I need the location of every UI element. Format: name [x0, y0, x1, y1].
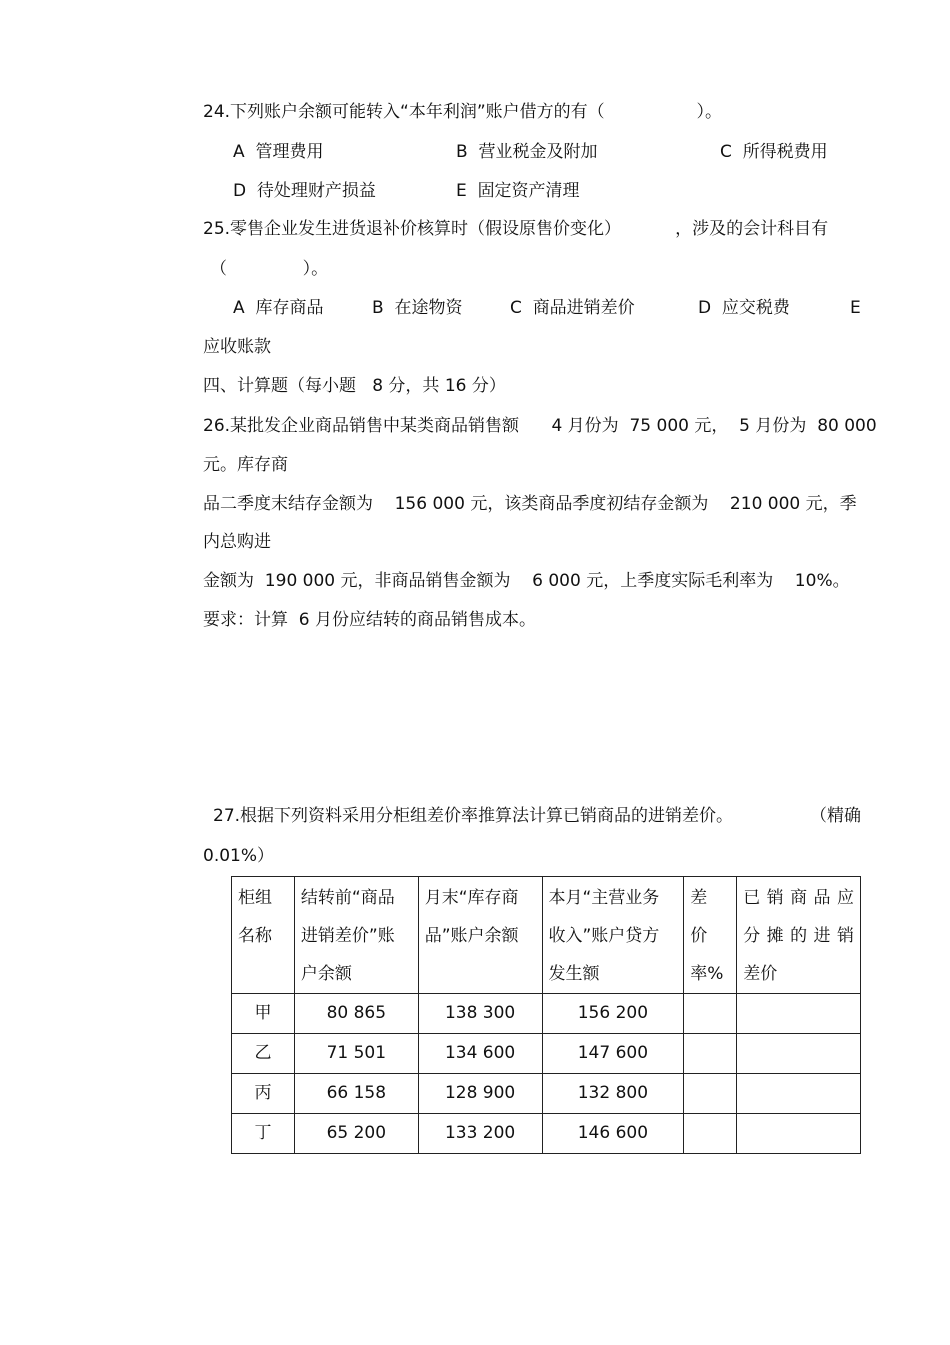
- cell-revenue: 146 600: [542, 1114, 684, 1154]
- q25-stem-line2: （ ）。: [210, 259, 329, 279]
- cell-inventory: 128 900: [418, 1074, 542, 1114]
- q26-line-5: 金额为 190 000 元，非商品销售金额为 6 000 元，上季度实际毛利率为 10%。: [203, 571, 850, 591]
- q25-option-a: A 库存商品: [233, 298, 324, 318]
- cell-name: 丁: [232, 1114, 295, 1154]
- table-header-row: [232, 877, 861, 994]
- cell-name: 甲: [232, 994, 295, 1034]
- q26-line-6: 要求：计算 6 月份应结转的商品销售成本。: [203, 610, 537, 630]
- q24-stem: 24.下列账户余额可能转入“本年利润”账户借方的有（ ）。: [203, 102, 723, 122]
- q26-line-1: 26.某批发企业商品销售中某类商品销售额 4 月份为 75 000 元， 5 月份为 80 000: [203, 416, 877, 436]
- q25-option-e-text: 应收账款: [203, 337, 271, 357]
- cell-balance: 66 158: [294, 1074, 418, 1114]
- header-cell-revenue: 本月“主营业务 收入”账户贷方 发生额: [542, 877, 684, 994]
- section-heading: 四、计算题（每小题 8 分，共 16 分）: [203, 376, 506, 396]
- q27-stem-right: （精确: [810, 806, 861, 826]
- cell-revenue: 147 600: [542, 1034, 684, 1074]
- q24-option-a: A 管理费用: [233, 142, 324, 162]
- table-row: [232, 1114, 861, 1154]
- cell-balance: 80 865: [294, 994, 418, 1034]
- cell-inventory: 138 300: [418, 994, 542, 1034]
- cell-allocated: [737, 1114, 861, 1154]
- cell-rate: [684, 1074, 737, 1114]
- q25-option-e-key: E: [850, 298, 861, 318]
- cell-allocated: [737, 1074, 861, 1114]
- data-table: [231, 876, 861, 1154]
- header-cell-group: 柜组 名称: [232, 877, 295, 994]
- header-cell-balance: 结转前“商品 进销差价”账 户余额: [294, 877, 418, 994]
- cell-balance: 71 501: [294, 1034, 418, 1074]
- cell-balance: 65 200: [294, 1114, 418, 1154]
- cell-rate: [684, 1114, 737, 1154]
- q26-line-3: 品二季度末结存金额为 156 000 元，该类商品季度初结存金额为 210 000 元，季: [203, 494, 857, 514]
- q25-option-c: C 商品进销差价: [510, 298, 635, 318]
- header-cell-allocated: 已销商品应 分摊的进销 差价: [737, 877, 861, 994]
- cell-revenue: 132 800: [542, 1074, 684, 1114]
- cell-allocated: [737, 1034, 861, 1074]
- table-row: [232, 994, 861, 1034]
- q24-option-c: C 所得税费用: [720, 142, 828, 162]
- q24-option-e: E 固定资产清理: [456, 181, 580, 201]
- cell-name: 乙: [232, 1034, 295, 1074]
- q25-option-d: D 应交税费: [698, 298, 790, 318]
- cell-rate: [684, 994, 737, 1034]
- q27-stem-line1: 27.根据下列资料采用分柜组差价率推算法计算已销商品的进销差价。: [213, 806, 734, 826]
- q26-line-2: 元。库存商: [203, 455, 288, 475]
- q25-option-b: B 在途物资: [372, 298, 463, 318]
- q25-stem-line1: 25.零售企业发生进货退补价核算时（假设原售价变化） ，涉及的会计科目有: [203, 219, 829, 239]
- cell-revenue: 156 200: [542, 994, 684, 1034]
- cell-name: 丙: [232, 1074, 295, 1114]
- header-cell-inventory: 月末“库存商 品”账户余额: [418, 877, 542, 994]
- table-row: [232, 1074, 861, 1114]
- header-cell-rate: 差 价 率%: [684, 877, 737, 994]
- q26-line-4: 内总购进: [203, 532, 271, 552]
- cell-allocated: [737, 994, 861, 1034]
- table-row: [232, 1034, 861, 1074]
- q24-option-d: D 待处理财产损益: [233, 181, 376, 201]
- cell-rate: [684, 1034, 737, 1074]
- cell-inventory: 133 200: [418, 1114, 542, 1154]
- q27-stem-line2: 0.01%）: [203, 846, 275, 866]
- cell-inventory: 134 600: [418, 1034, 542, 1074]
- q24-option-b: B 营业税金及附加: [456, 142, 598, 162]
